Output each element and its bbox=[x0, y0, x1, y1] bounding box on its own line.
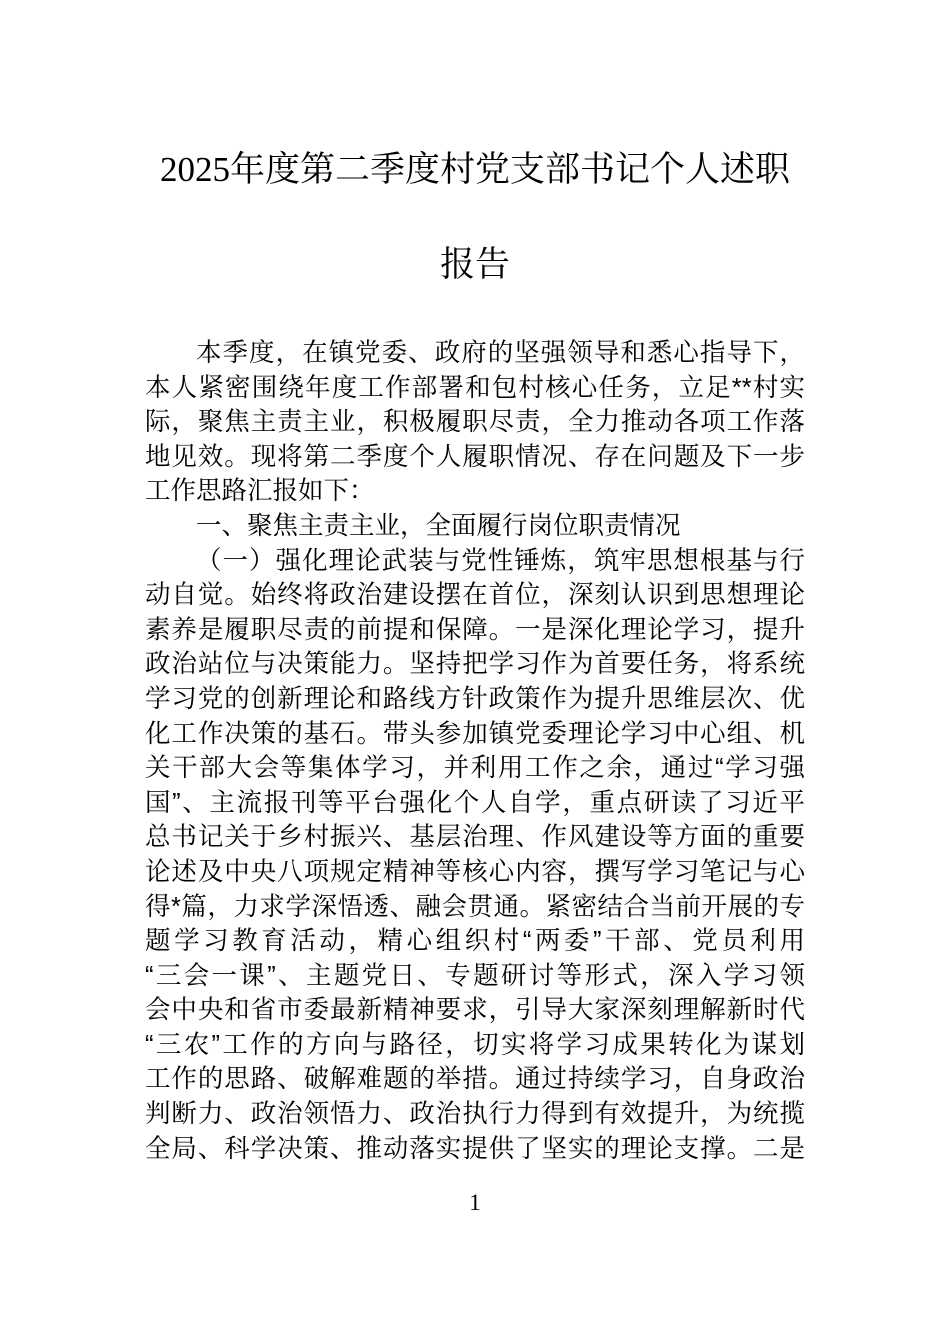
body-line: 化工作决策的基石。带头参加镇党委理论学习中心组、机 bbox=[145, 719, 805, 748]
body-line: “三会一课”、主题党日、专题研讨等形式，深入学习领 bbox=[145, 961, 805, 990]
body-line: （一）强化理论武装与党性锤炼，筑牢思想根基与行 bbox=[196, 546, 805, 575]
body-line: 政治站位与决策能力。坚持把学习作为首要任务，将系统 bbox=[145, 650, 805, 679]
body-line: 判断力、政治领悟力、政治执行力得到有效提升，为统揽 bbox=[145, 1100, 805, 1129]
body-line: 动自觉。始终将政治建设摆在首位，深刻认识到思想理论 bbox=[145, 581, 805, 610]
body-line: 际，聚焦主责主业，积极履职尽责，全力推动各项工作落 bbox=[145, 408, 805, 437]
body-line: 本人紧密围绕年度工作部署和包村核心任务，立足**村实 bbox=[145, 373, 805, 402]
body-line: 关干部大会等集体学习，并利用工作之余，通过“学习强 bbox=[145, 754, 805, 783]
body-line: 地见效。现将第二季度个人履职情况、存在问题及下一步 bbox=[145, 442, 805, 471]
body-line: 会中央和省市委最新精神要求，引导大家深刻理解新时代 bbox=[145, 996, 805, 1025]
body-line: 本季度，在镇党委、政府的坚强领导和悉心指导下， bbox=[196, 339, 805, 367]
page-number: 1 bbox=[469, 1190, 481, 1215]
body-line: 得*篇，力求学深悟透、融会贯通。紧密结合当前开展的专 bbox=[145, 892, 805, 921]
body-line: 国”、主流报刊等平台强化个人自学，重点研读了习近平 bbox=[145, 788, 805, 817]
document-title-line-1: 2025年度第二季度村党支部书记个人述职 bbox=[159, 150, 790, 189]
document-body bbox=[145, 336, 805, 1166]
body-line: 论述及中央八项规定精神等核心内容，撰写学习笔记与心 bbox=[145, 857, 805, 886]
document-title-line-2: 报告 bbox=[439, 245, 510, 284]
body-line: 工作思路汇报如下： bbox=[145, 477, 375, 506]
body-line: 题学习教育活动，精心组织村“两委”干部、党员利用 bbox=[145, 927, 805, 956]
body-line: 总书记关于乡村振兴、基层治理、作风建设等方面的重要 bbox=[145, 823, 805, 852]
body-line: 工作的思路、破解难题的举措。通过持续学习，自身政治 bbox=[145, 1065, 805, 1094]
body-line: “三农”工作的方向与路径，切实将学习成果转化为谋划 bbox=[145, 1030, 805, 1059]
body-line: 全局、科学决策、推动落实提供了坚实的理论支撑。二是 bbox=[145, 1134, 805, 1163]
body-line: 学习党的创新理论和路线方针政策作为提升思维层次、优 bbox=[145, 684, 805, 713]
section-heading: 一、聚焦主责主业，全面履行岗位职责情况 bbox=[196, 511, 681, 540]
body-line: 素养是履职尽责的前提和保障。一是深化理论学习，提升 bbox=[145, 615, 805, 644]
